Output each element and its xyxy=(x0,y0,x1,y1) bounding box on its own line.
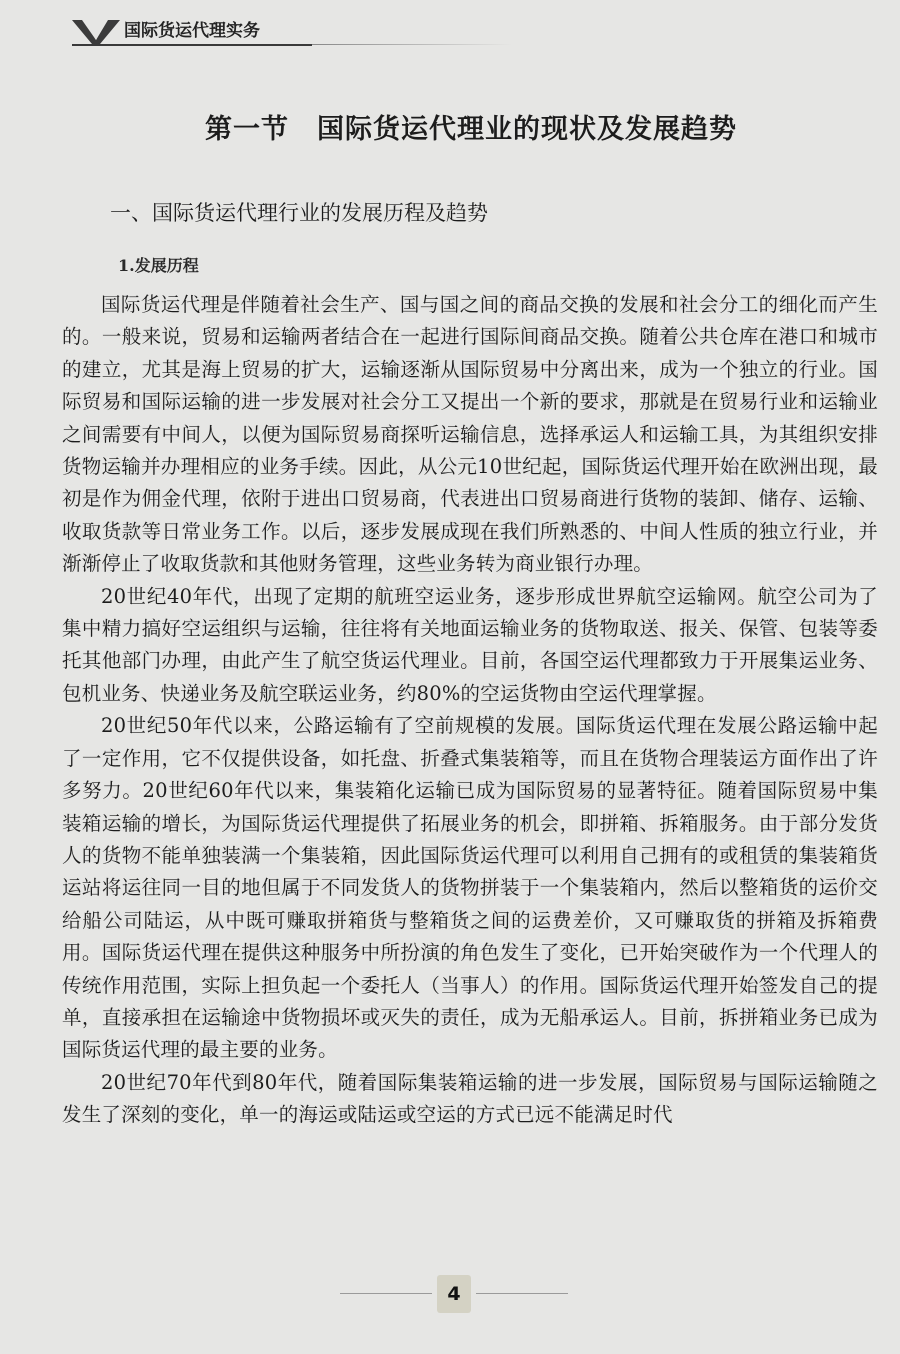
book-title: 国际货运代理实务 xyxy=(124,21,260,41)
subsection-title: 一、国际货运代理行业的发展历程及趋势 xyxy=(110,201,488,225)
v-logo-icon xyxy=(72,18,120,44)
item-title: 1.发展历程 xyxy=(118,256,199,275)
paragraph: 国际货运代理是伴随着社会生产、国与国之间的商品交换的发展和社会分工的细化而产生的。一般来说，贸易和运输两者结合在一起进行国际间商品交换。随着公共仓库在港口和城市的建立，尤其是海上贸易的扩大，运输逐渐从国际贸易中分离出来，成为一个独立的行业。国际贸易和国际运输的进一步发展对社会分工又提出一个新的要求，那就是在贸易行业和运输业之间需要有中间人，以便为国际贸易商探听运输信息，选择承运人和运输工具，为其组织安排货物运输并办理相应的业务手续。因此，从公元10世纪起，国际货运代理开始在欧洲出现，最初是作为佣金代理，依附于进出口贸易商，代表进出口贸易商进行货物的装卸、储存、运输、收取货款等日常业务工作。以后，逐步发展成现在我们所熟悉的、中间人性质的独立行业，并渐渐停止了收取货款和其他财务管理，这些业务转为商业银行办理。 xyxy=(62,293,878,576)
header-rule-fade xyxy=(312,44,512,45)
page-number-rule-right xyxy=(476,1293,568,1294)
paragraph: 20世纪40年代，出现了定期的航班空运业务，逐步形成世界航空运输网。航空公司为了集中精力搞好空运组织与运输，往往将有关地面运输业务的货物取送、报关、保管、包装等委托其他部门办理，由此产生了航空货运代理业。目前，各国空运代理都致力于开展集运业务、包机业务、快递业务及航空联运业务，约80%的空运货物由空运代理掌握。 xyxy=(62,584,878,705)
header-rule xyxy=(72,44,312,46)
paragraph: 20世纪50年代以来，公路运输有了空前规模的发展。国际货运代理在发展公路运输中起了一定作用，它不仅提供设备，如托盘、折叠式集装箱等，而且在货物合理装运方面作出了许多努力。20世纪60年代以来，集装箱化运输已成为国际贸易的显著特征。随着国际贸易中集装箱运输的增长，为国际货运代理提供了拓展业务的机会，即拼箱、拆箱服务。由于部分发货人的货物不能单独装满一个集装箱，因此国际货运代理可以利用自己拥有的或租赁的集装箱货运站将运往同一目的地但属于不同发货人的货物拼装于一个集装箱内，然后以整箱货的运价交给船公司陆运，从中既可赚取拼箱货与整箱货之间的运费差价，又可赚取货的拼箱及拆箱费用。国际货运代理在提供这种服务中所扮演的角色发生了变化，已开始突破作为一个代理人的传统作用范围，实际上担负起一个委托人（当事人）的作用。国际货运代理开始签发自己的提单，直接承担在运输途中货物损坏或灭失的责任，成为无船承运人。目前，拆拼箱业务已成为国际货运代理的最主要的业务。 xyxy=(62,714,878,1062)
section-title: 第一节 国际货运代理业的现状及发展趋势 xyxy=(205,114,737,145)
running-header xyxy=(0,0,900,50)
page-number-rule-left xyxy=(340,1293,432,1294)
paragraph: 20世纪70年代到80年代，随着国际集装箱运输的进一步发展，国际贸易与国际运输随之发生了深刻的变化，单一的海运或陆运或空运的方式已远不能满足时代 xyxy=(62,1070,878,1127)
page-number: 4 xyxy=(437,1275,471,1313)
body-text xyxy=(62,289,878,1132)
